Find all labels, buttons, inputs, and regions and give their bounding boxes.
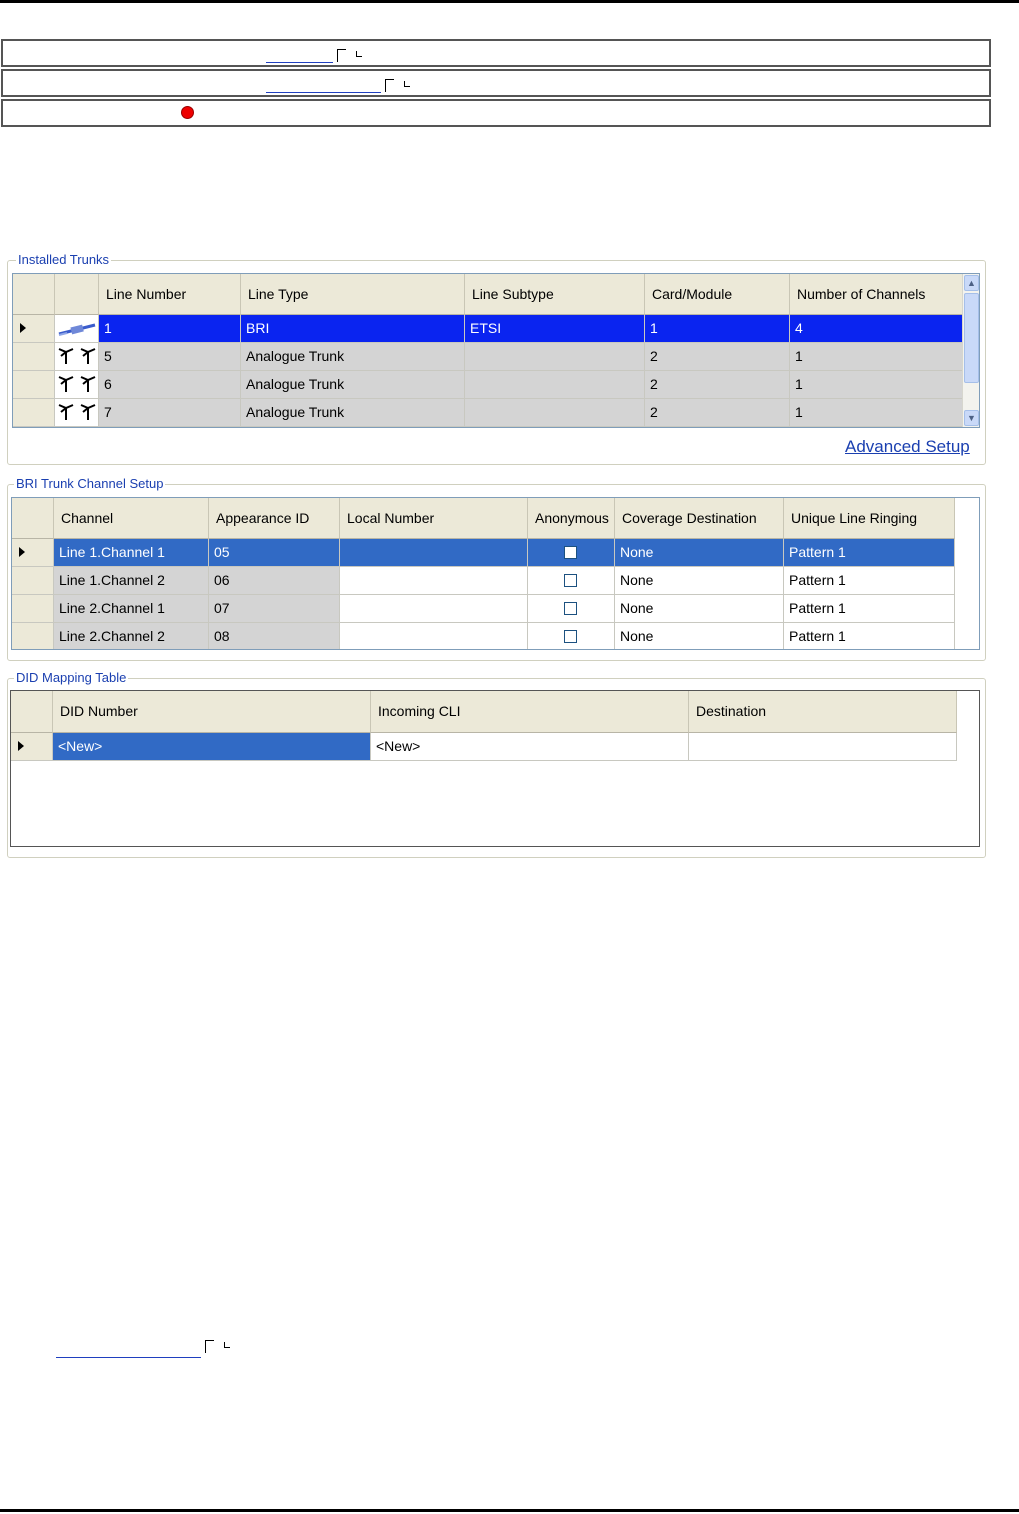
anonymous-checkbox[interactable]	[564, 574, 577, 587]
scroll-thumb[interactable]	[964, 293, 979, 383]
col-line-subtype[interactable]: Line Subtype	[465, 274, 645, 315]
col-anonymous[interactable]: Anonymous	[528, 498, 615, 539]
cell-local-number[interactable]	[340, 539, 528, 567]
cell-channels[interactable]: 1	[790, 399, 963, 427]
status-dot-icon	[181, 106, 194, 119]
cell-line-subtype[interactable]: ETSI	[465, 315, 645, 343]
info-row-1	[1, 39, 991, 67]
cell-ringing[interactable]: Pattern 1	[784, 595, 955, 623]
cell-coverage[interactable]: None	[615, 539, 784, 567]
row-header-corner	[12, 498, 54, 539]
row-selector[interactable]	[12, 623, 54, 650]
row-header-corner	[13, 274, 55, 315]
bottom-rule	[0, 1509, 1019, 1512]
bri-cable-icon	[55, 315, 99, 343]
cell-local-number[interactable]	[340, 567, 528, 595]
info-row-2	[1, 69, 991, 97]
cell-line-number[interactable]: 1	[99, 315, 241, 343]
did-mapping-grid[interactable]	[10, 690, 980, 847]
current-row-arrow-icon	[18, 741, 24, 751]
cell-line-subtype[interactable]	[465, 399, 645, 427]
current-row-arrow-icon	[19, 547, 25, 557]
cell-channels[interactable]: 1	[790, 343, 963, 371]
advanced-setup-link[interactable]: Advanced Setup	[845, 437, 970, 456]
antenna-icon	[57, 402, 75, 422]
cell-channels[interactable]: 4	[790, 315, 963, 343]
cell-channels[interactable]: 1	[790, 371, 963, 399]
scroll-up-icon[interactable]: ▲	[964, 275, 979, 291]
cell-channel[interactable]: Line 2.Channel 1	[54, 595, 209, 623]
bri-channel-setup-title: BRI Trunk Channel Setup	[16, 476, 164, 491]
antenna-icon	[57, 374, 75, 394]
anonymous-checkbox[interactable]	[564, 630, 577, 643]
cell-line-subtype[interactable]	[465, 343, 645, 371]
col-channel[interactable]: Channel	[54, 498, 209, 539]
bri-cable-icon	[57, 319, 97, 339]
cell-line-type[interactable]: Analogue Trunk	[241, 399, 465, 427]
cell-anonymous[interactable]	[528, 567, 615, 595]
cell-line-number[interactable]: 6	[99, 371, 241, 399]
analogue-antenna-icon	[55, 371, 99, 399]
antenna-icon	[79, 374, 97, 394]
cell-line-type[interactable]: Analogue Trunk	[241, 343, 465, 371]
top-rule	[0, 0, 1019, 3]
link-underline[interactable]	[56, 1356, 201, 1358]
anonymous-checkbox[interactable]	[564, 602, 577, 615]
cell-appearance-id[interactable]: 08	[209, 623, 340, 650]
col-card-module[interactable]: Card/Module	[645, 274, 790, 315]
cell-did-number[interactable]: <New>	[53, 733, 371, 761]
cell-coverage[interactable]: None	[615, 623, 784, 650]
cell-appearance-id[interactable]: 07	[209, 595, 340, 623]
cell-card-module[interactable]: 2	[645, 399, 790, 427]
cell-channel[interactable]: Line 1.Channel 2	[54, 567, 209, 595]
cell-appearance-id[interactable]: 05	[209, 539, 340, 567]
col-unique-line-ringing[interactable]: Unique Line Ringing	[784, 498, 955, 539]
icon-column-header	[55, 274, 99, 315]
row-selector[interactable]	[12, 567, 54, 595]
current-row-arrow-icon	[20, 323, 26, 333]
link-corner-icon	[404, 81, 410, 87]
cell-anonymous[interactable]	[528, 539, 615, 567]
cell-incoming-cli[interactable]: <New>	[371, 733, 689, 761]
col-incoming-cli[interactable]: Incoming CLI	[371, 691, 689, 733]
row-header-corner	[11, 691, 53, 733]
col-line-number[interactable]: Line Number	[99, 274, 241, 315]
cell-appearance-id[interactable]: 06	[209, 567, 340, 595]
row-selector[interactable]	[11, 733, 53, 761]
link-corner-icon	[356, 51, 362, 57]
cell-channel[interactable]: Line 1.Channel 1	[54, 539, 209, 567]
row-selector[interactable]	[12, 595, 54, 623]
link-corner-icon	[224, 1342, 230, 1348]
col-destination[interactable]: Destination	[689, 691, 957, 733]
cell-local-number[interactable]	[340, 623, 528, 650]
cell-anonymous[interactable]	[528, 623, 615, 650]
cell-line-type[interactable]: BRI	[241, 315, 465, 343]
cell-channel[interactable]: Line 2.Channel 2	[54, 623, 209, 650]
link-bracket-icon	[385, 79, 394, 92]
did-mapping-title: DID Mapping Table	[16, 670, 127, 685]
col-appearance-id[interactable]: Appearance ID	[209, 498, 340, 539]
col-number-of-channels[interactable]: Number of Channels	[790, 274, 963, 315]
cell-card-module[interactable]: 2	[645, 343, 790, 371]
analogue-antenna-icon	[55, 399, 99, 427]
installed-trunks-title: Installed Trunks	[18, 252, 110, 267]
link-underline[interactable]	[266, 91, 381, 93]
link-bracket-icon	[337, 49, 346, 62]
col-line-type[interactable]: Line Type	[241, 274, 465, 315]
cell-line-subtype[interactable]	[465, 371, 645, 399]
cell-coverage[interactable]: None	[615, 567, 784, 595]
analogue-antenna-icon	[55, 343, 99, 371]
info-row-3	[1, 99, 991, 127]
antenna-icon	[79, 346, 97, 366]
col-did-number[interactable]: DID Number	[53, 691, 371, 733]
anonymous-checkbox[interactable]	[564, 546, 577, 559]
cell-ringing[interactable]: Pattern 1	[784, 567, 955, 595]
row-selector[interactable]	[13, 399, 55, 427]
col-local-number[interactable]: Local Number	[340, 498, 528, 539]
cell-coverage[interactable]: None	[615, 595, 784, 623]
cell-destination[interactable]	[689, 733, 957, 761]
col-coverage-destination[interactable]: Coverage Destination	[615, 498, 784, 539]
cell-anonymous[interactable]	[528, 595, 615, 623]
cell-ringing[interactable]: Pattern 1	[784, 539, 955, 567]
cell-card-module[interactable]: 1	[645, 315, 790, 343]
row-selector[interactable]	[13, 315, 55, 343]
vertical-scrollbar[interactable]	[962, 274, 979, 427]
cell-line-type[interactable]: Analogue Trunk	[241, 371, 465, 399]
cell-ringing[interactable]: Pattern 1	[784, 623, 955, 650]
bri-channel-grid[interactable]	[11, 497, 980, 650]
cell-line-number[interactable]: 5	[99, 343, 241, 371]
link-bracket-icon	[205, 1340, 214, 1353]
row-selector[interactable]	[13, 371, 55, 399]
link-underline[interactable]	[266, 61, 333, 63]
row-selector[interactable]	[12, 539, 54, 567]
cell-local-number[interactable]	[340, 595, 528, 623]
row-selector[interactable]	[13, 343, 55, 371]
antenna-icon	[57, 346, 75, 366]
antenna-icon	[79, 402, 97, 422]
cell-card-module[interactable]: 2	[645, 371, 790, 399]
cell-line-number[interactable]: 7	[99, 399, 241, 427]
installed-trunks-grid[interactable]	[12, 273, 980, 428]
scroll-down-icon[interactable]: ▼	[964, 410, 979, 426]
